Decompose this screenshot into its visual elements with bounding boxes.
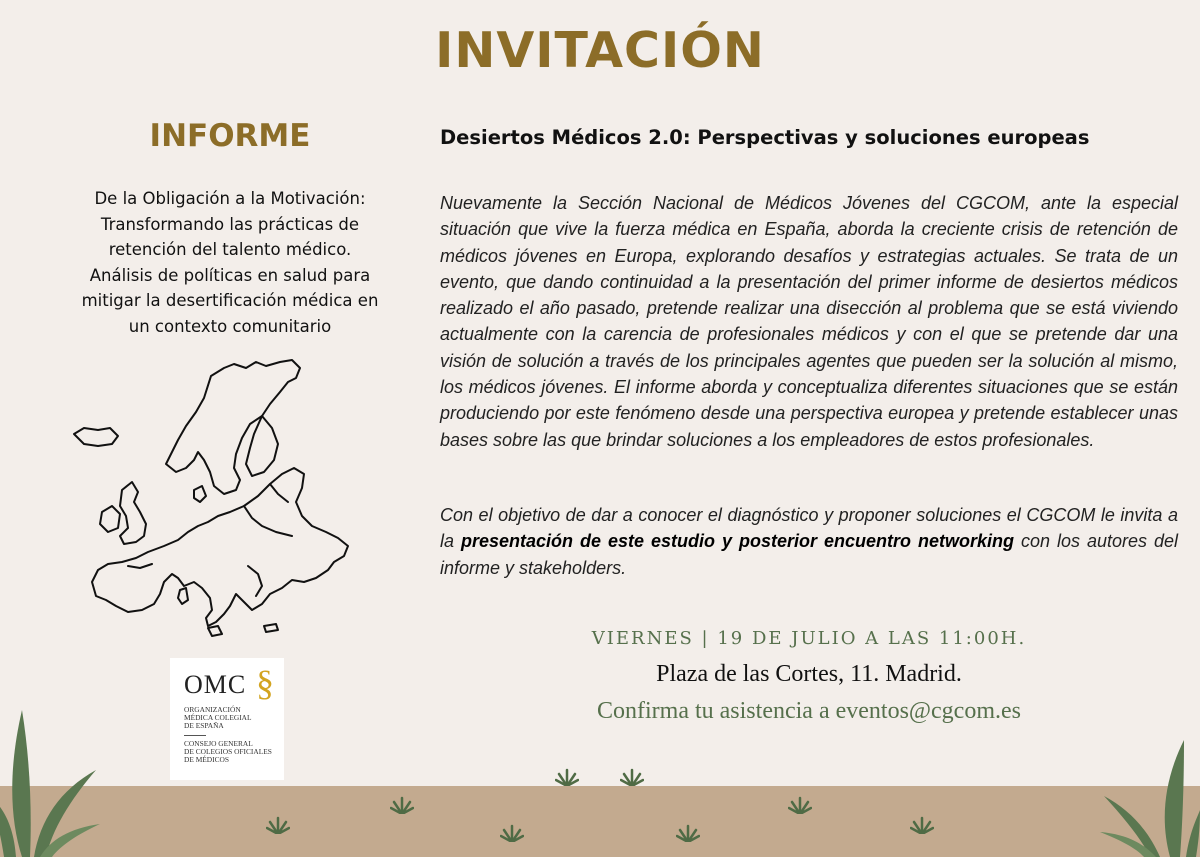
event-location: Plaza de las Cortes, 11. Madrid. — [656, 661, 962, 687]
grass-tuft-icon — [788, 794, 812, 814]
report-column — [55, 118, 405, 339]
report-title: De la Obligación a la Motivación: Transformando las prácticas de retención del talento médico. Análisis de políticas en salud para mitigar la desertificación médica en un contexto comunitario — [81, 189, 379, 336]
grass-tuft-icon — [555, 766, 579, 786]
event-date: VIERNES | 19 DE JULIO A LAS 11:00H. — [591, 628, 1027, 649]
grass-tuft-icon — [676, 822, 700, 842]
event-heading: Desiertos Médicos 2.0: Perspectivas y soluciones europeas — [440, 126, 1090, 149]
logo-divider — [184, 735, 206, 736]
logo-acronym: OMC — [184, 670, 247, 699]
omc-logo — [170, 658, 284, 780]
logo-symbol: § — [256, 663, 274, 703]
grass-tuft-icon — [620, 766, 644, 786]
description-paragraph: Nuevamente la Sección Nacional de Médicos Jóvenes del CGCOM, ante la especial situación que vive la fuerza médica en España, aborda la creciente crisis de retención de médicos jóvenes en Europa, explorando desafíos y estrategias actuales. Se trata de un evento, que dando continuidad a la presentación del primer informe de desiertos médicos realizado el año pasado, pretende realizar una disección al problema que se está viviendo actualmente con la carencia de profesionales médicos y con el que se pretende dar una visión de solución a través de los principales agentes que pueden ser la solución al mismo, los médicos jóvenes. El informe aborda y conceptualiza diferentes situaciones que se están produciendo por este fenómeno desde una perspectiva europea y pretende establecer unas bases sobre las que brindar soluciones a los empleadores de estos profesionales. — [440, 193, 1178, 450]
report-heading: INFORME — [149, 118, 311, 154]
europe-map-icon — [66, 356, 356, 646]
ground-strip — [0, 786, 1200, 857]
plant-icon — [0, 700, 110, 857]
logo-council-name: CONSEJO GENERAL DE COLEGIOS OFICIALES DE MÉDICOS — [184, 739, 272, 764]
plant-icon — [1100, 730, 1200, 857]
event-details — [440, 628, 1178, 725]
grass-tuft-icon — [910, 814, 934, 834]
invitation-paragraph: Con el objetivo de dar a conocer el diagnóstico y proponer soluciones el CGCOM le invita a la presentación de este estudio y posterior encuentro networking con los autores del informe y stakeholders. — [440, 505, 1178, 578]
invitation-highlight: presentación de este estudio y posterior encuentro networking — [461, 531, 1014, 552]
page-title: INVITACIÓN — [435, 22, 765, 79]
rsvp-link[interactable]: Confirma tu asistencia a eventos@cgcom.es — [597, 698, 1021, 724]
grass-tuft-icon — [500, 822, 524, 842]
grass-tuft-icon — [266, 814, 290, 834]
grass-tuft-icon — [390, 794, 414, 814]
logo-org-name: ORGANIZACIÓN MÉDICA COLEGIAL DE ESPAÑA — [184, 705, 252, 730]
